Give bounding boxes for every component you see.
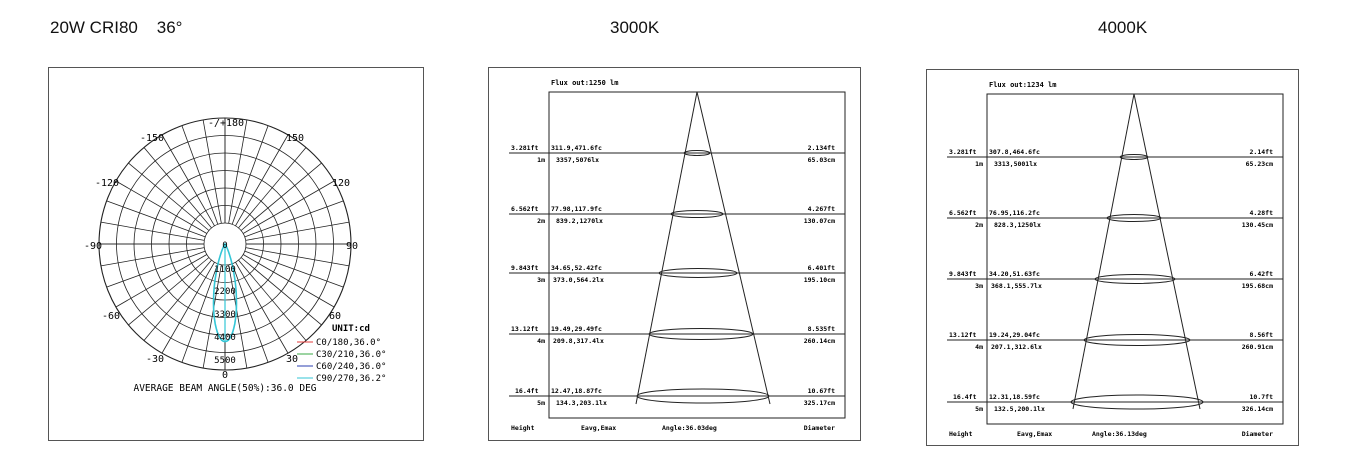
height-row-5m [947,393,1283,413]
height-row-4m [509,325,845,345]
height-ft: 13.12ft [949,331,977,339]
illum-fc: 311.9,471.6fc [551,144,602,152]
height-m: 2m [975,221,983,229]
angle-label-90: 90 [345,241,359,252]
angle-label-neg150: -150 [139,133,165,144]
height-ft: 6.562ft [511,205,539,213]
cone-left-edge [636,92,697,404]
footer-illuminance: Eavg,Emax [1017,430,1053,438]
illum-fc: 307.8,464.6fc [989,148,1040,156]
angle-label-neg30: -30 [145,354,165,365]
spec-title: 20W CRI80 36° [50,18,183,37]
ring-label-0: 0 [222,241,228,251]
height-m: 3m [975,282,983,290]
illum-fc: 77.98,117.9fc [551,205,602,213]
illum-lx: 373.0,564.2lx [553,276,604,284]
height-row-1m [509,144,845,164]
cone-svg-3000k [489,68,860,440]
diam-cm: 260.91cm [1241,343,1273,351]
height-m: 4m [975,343,983,351]
ring-label-4400: 4400 [214,333,236,343]
diam-cm: 195.10cm [803,276,835,284]
illum-lx: 207.1,312.6lx [991,343,1042,351]
angle-label-150: 150 [285,133,305,144]
illum-fc: 12.47,18.87fc [551,387,602,395]
diam-ft: 4.28ft [1249,209,1273,217]
footer-diameter: Diameter [1241,430,1273,438]
footer-height: Height [511,424,535,432]
illum-fc: 34.65,52.42fc [551,264,602,272]
legend-label-c60: C60/240,36.0° [316,362,387,372]
illum-fc: 34.20,51.63fc [989,270,1040,278]
illum-lx: 839.2,1270lx [556,217,603,225]
ring-label-2200: 2200 [214,287,236,297]
angle-label-neg60: -60 [101,311,121,322]
cone-shape [636,92,770,404]
cone-shape [1073,94,1200,409]
unit-label: UNIT:cd [332,324,370,334]
height-row-2m [509,205,845,225]
average-beam-angle: AVERAGE BEAM ANGLE(50%):36.0 DEG [133,383,317,394]
legend-label-c90: C90/270,36.2° [316,374,387,384]
angle-label-neg90: -90 [83,241,103,252]
height-m: 5m [537,399,545,407]
height-ft: 6.562ft [949,209,977,217]
height-m: 1m [537,156,545,164]
angle-label-neg120: -120 [94,178,120,189]
cct-4000k-title: 4000K [1098,18,1148,37]
diam-cm: 195.68cm [1241,282,1273,290]
cone-frame [987,94,1283,424]
diam-ft: 6.42ft [1249,270,1273,278]
diam-ft: 8.535ft [807,325,835,333]
diam-ft: 4.267ft [807,205,835,213]
angle-label-60: 60 [328,311,342,322]
illum-fc: 12.31,18.59fc [989,393,1040,401]
height-ft: 13.12ft [511,325,539,333]
angle-label-0: 0 [221,370,229,381]
illum-lx: 3313,5001lx [994,160,1038,168]
diam-ft: 10.7ft [1249,393,1273,401]
cone-svg-4000k [927,70,1298,445]
height-m: 3m [537,276,545,284]
flux-label: Flux out:1234 lm [989,81,1057,89]
height-ft: 3.281ft [511,144,539,152]
diam-cm: 65.03cm [807,156,835,164]
illum-lx: 3357,5076lx [556,156,600,164]
diam-cm: 260.14cm [803,337,835,345]
height-m: 1m [975,160,983,168]
cct-3000k-title: 3000K [610,18,660,37]
height-m: 5m [975,405,983,413]
footer-diameter: Diameter [803,424,835,432]
height-row-5m [509,387,845,407]
height-ft: 16.4ft [515,387,539,395]
cone-right-edge [1134,94,1200,409]
height-row-3m [509,264,845,284]
illum-lx: 134.3,203.1lx [556,399,607,407]
angle-label-30: 30 [285,354,299,365]
diam-cm: 65.23cm [1245,160,1273,168]
illum-lx: 209.8,317.4lx [553,337,604,345]
diam-cm: 130.45cm [1241,221,1273,229]
angle-label-120: 120 [331,178,351,189]
height-m: 4m [537,337,545,345]
diam-ft: 8.56ft [1249,331,1273,339]
footer-angle: Angle:36.03deg [662,424,717,432]
height-row-1m [947,148,1283,168]
footer-illuminance: Eavg,Emax [581,424,617,432]
diam-cm: 325.17cm [803,399,835,407]
legend-label-c30: C30/210,36.0° [316,350,387,360]
height-ft: 9.843ft [511,264,539,272]
footer-angle: Angle:36.13deg [1092,430,1147,438]
height-row-4m [947,331,1283,351]
polar-diagram-panel [48,67,424,441]
ring-label-3300: 3300 [214,310,236,320]
ring-label-1100: 1100 [214,265,236,275]
legend-label-c0: C0/180,36.0° [316,338,382,348]
footer-height: Height [949,430,973,438]
angle-label-180: -/+180 [207,118,245,129]
illum-lx: 368.1,555.7lx [991,282,1042,290]
legend [297,338,386,384]
cone-diagram-3000k [488,67,861,441]
diam-cm: 326.14cm [1241,405,1273,413]
illum-lx: 828.3,1250lx [994,221,1041,229]
cone-diagram-4000k [926,69,1299,446]
cone-frame [549,92,845,418]
diam-ft: 6.401ft [807,264,835,272]
height-row-3m [947,270,1283,290]
illum-fc: 19.24,29.04fc [989,331,1040,339]
height-row-2m [947,209,1283,229]
diam-cm: 130.07cm [803,217,835,225]
cone-right-edge [697,92,770,404]
illum-lx: 132.5,200.1lx [994,405,1045,413]
height-ft: 9.843ft [949,270,977,278]
diam-ft: 2.14ft [1249,148,1273,156]
illum-fc: 76.95,116.2fc [989,209,1040,217]
diam-ft: 2.134ft [807,144,835,152]
flux-label: Flux out:1250 lm [551,79,619,87]
cone-left-edge [1073,94,1134,409]
polar-diagram [49,68,423,440]
height-ft: 16.4ft [953,393,977,401]
ring-label-5500: 5500 [214,356,236,366]
height-m: 2m [537,217,545,225]
height-ft: 3.281ft [949,148,977,156]
illum-fc: 19.49,29.49fc [551,325,602,333]
diam-ft: 10.67ft [807,387,835,395]
